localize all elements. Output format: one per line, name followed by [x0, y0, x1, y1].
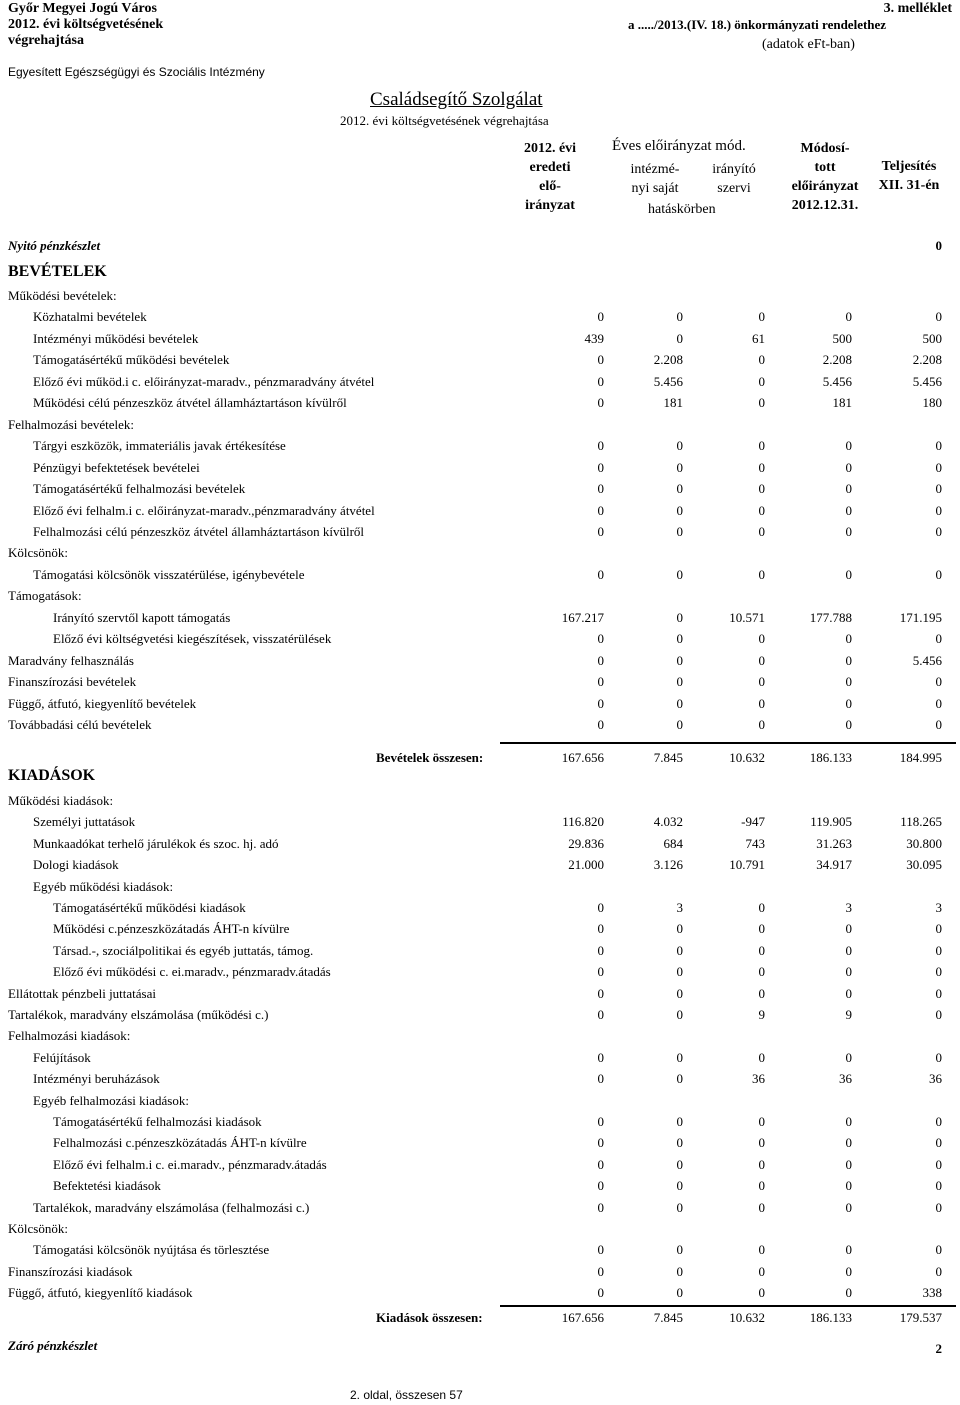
row-value-col1: 0: [597, 1049, 604, 1065]
row-value-col5: 0: [935, 1178, 942, 1194]
row-value-col2: 0: [676, 1156, 683, 1172]
row-label: Közhatalmi bevételek: [33, 309, 147, 325]
row-value-col2: 0: [676, 502, 683, 518]
col4-line4: 2012.12.31.: [791, 198, 859, 213]
row-value-col5: 5.456: [912, 652, 942, 668]
total-value-col4: 186.133: [809, 750, 852, 765]
row-value-col5: 30.800: [906, 835, 942, 851]
row-label: Irányító szervtől kapott támogatás: [53, 609, 231, 625]
row-value-col4: 9: [845, 1007, 852, 1022]
row-value-col5: 0: [935, 921, 942, 937]
opening-balance-label: Nyitó pénzkészlet: [8, 238, 101, 253]
modification-group-header: Éves előirányzat mód.: [612, 138, 746, 154]
row-value-col2: 0: [676, 1135, 683, 1151]
row-value-col1: 0: [597, 502, 604, 518]
row-value-col4: 0: [845, 523, 852, 539]
row-value-col3: 36: [752, 1071, 765, 1087]
row-value-col5: 0: [935, 502, 942, 518]
row-value-col2: 0: [676, 631, 683, 647]
row-value-col1: 0: [597, 1071, 604, 1087]
row-value-col4: 0: [845, 1263, 852, 1279]
row-value-col1: 0: [597, 674, 604, 690]
row-value-col5: 0: [935, 1007, 942, 1022]
row-label: Pénzügyi befektetések bevételei: [33, 459, 200, 475]
service-subtitle: 2012. évi költségvetésének végrehajtása: [340, 113, 549, 128]
row-value-col4: 0: [845, 695, 852, 711]
row-value-col4: 119.905: [810, 814, 852, 830]
total-value-col4: 186.133: [809, 1310, 852, 1325]
row-value-col3: 0: [758, 900, 765, 915]
row-label: Támogatásértékű működési bevételek: [33, 352, 230, 368]
row-value-col2: 0: [676, 609, 683, 625]
row-value-col3: 0: [758, 1156, 765, 1172]
revenue-total-rule: [500, 742, 956, 744]
institution-name: Egyesített Egészségügyi és Szociális Intézmény: [8, 65, 265, 79]
row-value-col2: 0: [676, 523, 683, 539]
row-value-col5: 0: [935, 985, 942, 1001]
row-label: Intézményi beruházások: [33, 1071, 160, 1087]
row-value-col3: 0: [758, 631, 765, 647]
row-label: Befektetési kiadások: [53, 1178, 161, 1194]
col2-line1: intézmé-: [630, 162, 680, 177]
row-value-col1: 0: [597, 631, 604, 647]
row-value-col1: 0: [597, 1007, 604, 1022]
row-value-col3: 0: [758, 373, 765, 389]
annex-title: 3. melléklet: [883, 1, 952, 16]
row-value-col4: 0: [845, 1199, 852, 1215]
row-label: Felhalmozási bevételek:: [8, 416, 134, 432]
row-value-col2: 0: [676, 674, 683, 690]
row-value-col5: 0: [935, 309, 942, 325]
row-value-col2: 5.456: [653, 373, 683, 389]
col-actual-header: [866, 157, 952, 195]
row-value-col4: 0: [845, 717, 852, 732]
revenue-total-label: Bevételek összesen:: [376, 750, 484, 765]
row-value-col3: 743: [745, 835, 765, 851]
row-label: Működési célú pénzeszköz átvétel államháztartáson kívülről: [33, 395, 347, 411]
row-value-col2: 0: [676, 1049, 683, 1065]
row-value-col4: 0: [845, 1178, 852, 1194]
total-value-col5: 184.995: [899, 750, 942, 765]
expense-total-rule: [500, 1305, 956, 1307]
row-value-col1: 0: [597, 1263, 604, 1279]
col5-line2: XII. 31-én: [878, 178, 940, 193]
decree-reference: a ...../2013.(IV. 18.) önkormányzati rendelethez: [628, 17, 887, 32]
col5-line1: Teljesítés: [881, 159, 937, 174]
row-value-col3: 0: [758, 674, 765, 690]
row-label: Előző évi költségvetési kiegészítések, visszatérülések: [53, 631, 332, 647]
row-value-col5: 0: [935, 523, 942, 539]
row-value-col5: 0: [935, 459, 942, 475]
row-value-col3: -947: [741, 814, 765, 830]
row-value-col3: 10.571: [729, 609, 765, 625]
row-value-col5: 180: [922, 395, 942, 411]
row-value-col3: 9: [758, 1007, 765, 1022]
budget-line: 2012. évi költségvetésének: [8, 17, 164, 32]
row-label: Személyi juttatások: [33, 814, 136, 830]
row-label: Támogatási kölcsönök visszatérülése, igénybevétele: [33, 566, 305, 582]
closing-balance-value: 2: [935, 1341, 942, 1356]
row-label: Ellátottak pénzbeli juttatásai: [8, 985, 157, 1001]
row-value-col2: 0: [676, 459, 683, 475]
opening-balance-value: 0: [935, 238, 942, 253]
authority-caption: hatáskörben: [648, 202, 716, 217]
row-value-col3: 0: [758, 652, 765, 668]
row-value-col4: 34.917: [816, 857, 852, 873]
row-label: Működési bevételek:: [8, 288, 117, 303]
row-value-col4: 5.456: [822, 373, 852, 389]
col1-line3: elő-: [539, 179, 561, 194]
row-value-col5: 0: [935, 631, 942, 647]
row-value-col3: 0: [758, 566, 765, 582]
row-label: Egyéb felhalmozási kiadások:: [33, 1092, 189, 1108]
row-value-col5: 0: [935, 1263, 942, 1279]
page-footer: 2. oldal, összesen 57: [350, 1388, 463, 1402]
row-value-col4: 0: [845, 652, 852, 668]
row-value-col3: 0: [758, 1242, 765, 1258]
row-value-col4: 0: [845, 1156, 852, 1172]
row-value-col3: 0: [758, 695, 765, 711]
row-value-col2: 0: [676, 309, 683, 325]
row-label: Előző évi működési c. ei.maradv., pénzmaradv.átadás: [53, 964, 331, 980]
row-value-col5: 0: [935, 695, 942, 711]
row-value-col1: 116.820: [562, 814, 604, 830]
row-label: Munkaadókat terhelő járulékok és szoc. hj. adó: [33, 835, 279, 851]
row-value-col1: 0: [597, 523, 604, 539]
row-value-col5: 36: [929, 1071, 942, 1087]
expense-section-title: KIADÁSOK: [8, 767, 96, 784]
row-label: Működési kiadások:: [8, 793, 114, 808]
row-label: Előző évi felhalm.i c. ei.maradv., pénzmaradv.átadás: [53, 1156, 327, 1172]
row-label: Támogatásértékű felhalmozási kiadások: [53, 1114, 262, 1129]
row-value-col5: 0: [935, 1156, 942, 1172]
row-value-col1: 0: [597, 1242, 604, 1258]
row-value-col3: 0: [758, 395, 765, 411]
row-value-col3: 0: [758, 1178, 765, 1194]
row-value-col3: 0: [758, 942, 765, 958]
row-value-col2: 0: [676, 1199, 683, 1215]
row-value-col2: 0: [676, 1263, 683, 1279]
row-value-col2: 4.032: [653, 814, 683, 830]
row-value-col4: 3: [845, 900, 852, 915]
col2-line2: nyi saját: [631, 181, 679, 196]
city-header: [8, 1, 163, 49]
row-value-col2: 3: [676, 900, 683, 915]
col4-line3: előirányzat: [791, 179, 859, 194]
col-supervisor-header: [694, 160, 774, 198]
row-value-col1: 0: [597, 1135, 604, 1151]
row-value-col5: 0: [935, 438, 942, 454]
row-value-col5: 0: [935, 717, 942, 732]
service-title: Családsegítő Szolgálat: [370, 89, 543, 110]
row-value-col5: 0: [935, 1114, 942, 1129]
row-value-col3: 0: [758, 717, 765, 732]
row-value-col5: 0: [935, 566, 942, 582]
row-value-col4: 0: [845, 481, 852, 497]
row-value-col4: 0: [845, 309, 852, 325]
row-label: Társad.-, szociálpolitikai és egyéb juttatás, támog.: [53, 942, 314, 958]
row-value-col2: 0: [676, 921, 683, 937]
row-label: Felújítások: [33, 1049, 91, 1065]
row-value-col4: 500: [832, 330, 852, 346]
row-value-col5: 118.265: [900, 814, 942, 830]
row-label: Kölcsönök:: [8, 545, 68, 561]
row-value-col1: 0: [597, 309, 604, 325]
row-value-col1: 0: [597, 695, 604, 711]
row-label: Függő, átfutó, kiegyenlítő kiadások: [8, 1285, 193, 1301]
row-label: Tartalékok, maradvány elszámolása (felhalmozási c.): [33, 1199, 310, 1215]
row-value-col3: 0: [758, 1135, 765, 1151]
row-value-col2: 0: [676, 1114, 683, 1129]
row-value-col4: 177.788: [809, 609, 852, 625]
row-value-col4: 0: [845, 1135, 852, 1151]
row-value-col3: 0: [758, 1285, 765, 1301]
row-value-col4: 0: [845, 438, 852, 454]
city-name: Győr Megyei Jogú Város: [8, 1, 157, 16]
row-value-col4: 0: [845, 921, 852, 937]
row-value-col5: 2.208: [912, 352, 942, 368]
row-value-col3: 10.791: [729, 857, 765, 873]
row-value-col3: 0: [758, 1199, 765, 1215]
row-value-col4: 0: [845, 1242, 852, 1258]
row-label: Maradvány felhasználás: [8, 652, 134, 668]
row-value-col1: 0: [597, 1114, 604, 1129]
row-label: Előző évi felhalm.i c. előirányzat-maradv.,pénzmaradvány átvétel: [33, 502, 375, 518]
row-value-col1: 0: [597, 1285, 604, 1301]
row-value-col2: 2.208: [653, 352, 683, 368]
row-value-col4: 0: [845, 942, 852, 958]
row-label: Kölcsönök:: [8, 1221, 68, 1236]
row-value-col2: 0: [676, 1178, 683, 1194]
row-value-col2: 0: [676, 985, 683, 1001]
total-value-col2: 7.845: [653, 1310, 683, 1325]
row-label: Tartalékok, maradvány elszámolása (működési c.): [8, 1007, 269, 1022]
total-value-col3: 10.632: [729, 1310, 765, 1325]
row-value-col5: 0: [935, 481, 942, 497]
row-value-col1: 0: [597, 964, 604, 980]
row-value-col1: 0: [597, 481, 604, 497]
row-value-col3: 61: [752, 330, 765, 346]
row-value-col2: 181: [663, 395, 683, 411]
row-value-col1: 0: [597, 921, 604, 937]
row-value-col1: 0: [597, 566, 604, 582]
row-value-col3: 0: [758, 523, 765, 539]
col-original-budget-header: [505, 139, 595, 215]
row-value-col5: 338: [922, 1285, 942, 1301]
row-value-col1: 0: [597, 459, 604, 475]
row-value-col2: 684: [663, 835, 683, 851]
row-label: Függő, átfutó, kiegyenlítő bevételek: [8, 695, 197, 711]
row-value-col3: 0: [758, 1114, 765, 1129]
row-value-col2: 0: [676, 964, 683, 980]
row-label: Támogatásértékű működési kiadások: [53, 900, 246, 915]
col4-line1: Módosí-: [800, 141, 850, 156]
row-value-col3: 0: [758, 459, 765, 475]
row-value-col1: 0: [597, 942, 604, 958]
row-value-col2: 0: [676, 1071, 683, 1087]
row-value-col4: 0: [845, 502, 852, 518]
row-value-col5: 0: [935, 1135, 942, 1151]
row-value-col3: 0: [758, 352, 765, 368]
row-value-col2: 0: [676, 1007, 683, 1022]
row-value-col5: 0: [935, 964, 942, 980]
row-value-col3: 0: [758, 438, 765, 454]
row-value-col4: 0: [845, 1049, 852, 1065]
row-label: Dologi kiadások: [33, 857, 119, 873]
row-label: Egyéb működési kiadások:: [33, 878, 174, 894]
row-value-col2: 0: [676, 942, 683, 958]
row-value-col1: 0: [597, 352, 604, 368]
row-value-col3: 0: [758, 964, 765, 980]
col1-line1: 2012. évi: [523, 141, 577, 156]
row-value-col4: 2.208: [822, 352, 852, 368]
row-value-col1: 0: [597, 373, 604, 389]
execution-line: végrehajtása: [8, 33, 84, 48]
row-value-col4: 0: [845, 1285, 852, 1301]
row-label: Támogatásértékű felhalmozási bevételek: [33, 481, 246, 497]
expense-total-label: Kiadások összesen:: [376, 1310, 483, 1325]
col-own-authority-header: [620, 160, 690, 198]
col3-line1: irányító: [712, 162, 756, 177]
revenue-section-title: BEVÉTELEK: [8, 263, 107, 280]
row-label: Finanszírozási kiadások: [8, 1263, 133, 1279]
row-label: Felhalmozási kiadások:: [8, 1028, 131, 1044]
row-label: Támogatások:: [8, 588, 82, 604]
row-value-col1: 21.000: [568, 857, 604, 873]
row-value-col4: 0: [845, 459, 852, 475]
col1-line4: irányzat: [525, 198, 575, 213]
row-value-col5: 5.456: [912, 373, 942, 389]
row-value-col2: 3.126: [653, 857, 683, 873]
row-value-col5: 3: [935, 900, 942, 915]
total-value-col1: 167.656: [561, 750, 604, 765]
row-label: Továbbadási célú bevételek: [8, 717, 152, 732]
row-value-col3: 0: [758, 502, 765, 518]
col1-line2: eredeti: [529, 160, 571, 175]
row-value-col3: 0: [758, 1263, 765, 1279]
row-label: Felhalmozási célú pénzeszköz átvétel államháztartáson kívülről: [33, 523, 365, 539]
row-value-col2: 0: [676, 1285, 683, 1301]
row-value-col5: 0: [935, 1049, 942, 1065]
row-value-col3: 0: [758, 309, 765, 325]
row-value-col4: 0: [845, 1114, 852, 1129]
row-value-col4: 0: [845, 566, 852, 582]
row-value-col1: 439: [584, 330, 604, 346]
col3-line2: szervi: [717, 181, 751, 196]
row-value-col1: 0: [597, 985, 604, 1001]
row-value-col4: 181: [832, 395, 852, 411]
total-value-col5: 179.537: [899, 1310, 942, 1325]
total-value-col2: 7.845: [653, 750, 683, 765]
total-value-col3: 10.632: [729, 750, 765, 765]
row-value-col1: 0: [597, 900, 604, 915]
row-value-col2: 0: [676, 695, 683, 711]
row-value-col2: 0: [676, 438, 683, 454]
row-label: Finanszírozási bevételek: [8, 674, 137, 690]
row-value-col1: 0: [597, 1156, 604, 1172]
row-value-col5: 500: [922, 330, 942, 346]
row-value-col5: 0: [935, 942, 942, 958]
row-value-col1: 0: [597, 1199, 604, 1215]
row-value-col1: 0: [597, 438, 604, 454]
row-value-col3: 0: [758, 921, 765, 937]
row-value-col2: 0: [676, 652, 683, 668]
row-value-col4: 0: [845, 964, 852, 980]
row-value-col1: 0: [597, 1178, 604, 1194]
row-value-col1: 0: [597, 717, 604, 732]
row-value-col3: 0: [758, 1049, 765, 1065]
row-label: Előző évi működ.i c. előirányzat-maradv., pénzmaradvány átvétel: [33, 373, 375, 389]
unit-note: (adatok eFt-ban): [762, 37, 855, 52]
closing-balance-label: Záró pénzkészlet: [8, 1338, 98, 1353]
row-value-col2: 0: [676, 566, 683, 582]
total-value-col1: 167.656: [561, 1310, 604, 1325]
row-value-col4: 0: [845, 674, 852, 690]
row-value-col4: 31.263: [816, 835, 852, 851]
col-modified-budget-header: [780, 139, 870, 215]
row-value-col5: 30.095: [906, 857, 942, 873]
col4-line2: tott: [814, 160, 836, 175]
row-label: Intézményi működési bevételek: [33, 330, 199, 346]
row-label: Felhalmozási c.pénzeszközátadás ÁHT-n kívülre: [53, 1135, 307, 1151]
row-label: Támogatási kölcsönök nyújtása és törlesztése: [33, 1242, 270, 1258]
row-value-col4: 0: [845, 985, 852, 1001]
row-value-col4: 0: [845, 631, 852, 647]
row-value-col5: 0: [935, 674, 942, 690]
row-value-col2: 0: [676, 481, 683, 497]
row-value-col2: 0: [676, 1242, 683, 1258]
row-value-col1: 0: [597, 652, 604, 668]
row-value-col5: 0: [935, 1242, 942, 1258]
row-value-col4: 36: [839, 1071, 852, 1087]
row-value-col3: 0: [758, 481, 765, 497]
row-value-col1: 0: [597, 395, 604, 411]
row-value-col1: 167.217: [561, 609, 604, 625]
row-label: Működési c.pénzeszközátadás ÁHT-n kívülre: [53, 921, 290, 937]
row-value-col5: 0: [935, 1199, 942, 1215]
row-label: Tárgyi eszközök, immateriális javak értékesítése: [33, 438, 286, 454]
row-value-col3: 0: [758, 985, 765, 1001]
row-value-col1: 29.836: [568, 835, 604, 851]
row-value-col2: 0: [676, 717, 683, 732]
row-value-col2: 0: [676, 330, 683, 346]
row-value-col5: 171.195: [899, 609, 942, 625]
